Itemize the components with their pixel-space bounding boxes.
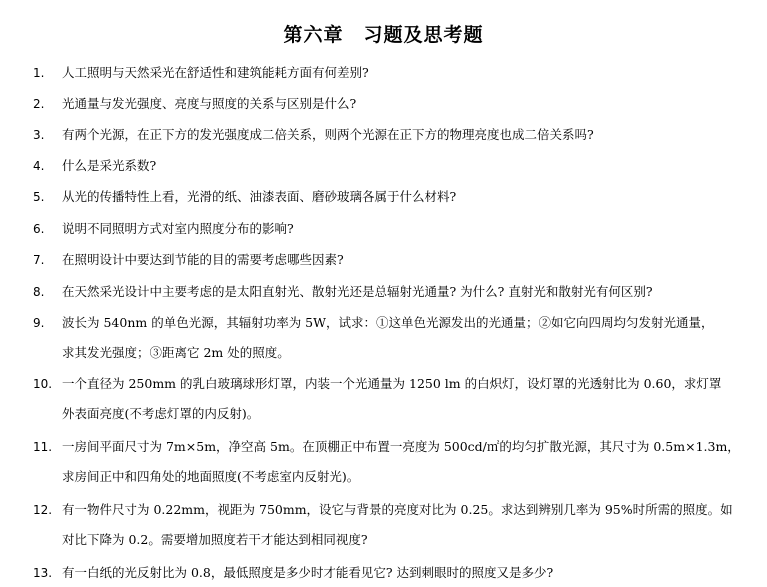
- question-text: 一房间平面尺寸为 7m×5m，净空高 5m。在顶棚正中布置一亮度为 500cd/㎡的均匀扩散光源，其尺寸为 0.5m×1.3m，: [62, 439, 740, 454]
- chapter-title: 第六章 习题及思考题: [283, 24, 484, 46]
- question-text: 人工照明与天然采光在舒适性和建筑能耗方面有何差别?: [62, 65, 369, 80]
- question-text: 从光的传播特性上看，光滑的纸、油漆表面、磨砂玻璃各属于什么材料?: [62, 189, 457, 204]
- question-number: 3.: [33, 128, 45, 142]
- question-number: 4.: [33, 159, 45, 173]
- question-number: 8.: [33, 285, 45, 299]
- question-text: 有一白纸的光反射比为 0.8，最低照度是多少时才能看见它? 达到刺眼时的照度又是多少?: [62, 565, 554, 580]
- question-text: 波长为 540nm 的单色光源，其辐射功率为 5W，试求：①这单色光源发出的光通量；②如它向四周均匀发射光通量，: [62, 315, 714, 330]
- question-text: 在天然采光设计中主要考虑的是太阳直射光、散射光还是总辐射光通量? 为什么? 直射光和散射光有何区别?: [62, 284, 653, 299]
- question-number: 1.: [33, 66, 45, 80]
- question-text: 有两个光源，在正下方的发光强度成二倍关系，则两个光源在正下方的物理亮度也成二倍关系吗?: [62, 127, 594, 142]
- question-text-continued: 求房间正中和四角处的地面照度(不考虑室内反射光)。: [62, 469, 360, 484]
- question-text: 有一物件尺寸为 0.22mm，视距为 750mm，设它与背景的亮度对比为 0.25。求达到辨别几率为 95%时所需的照度。如: [62, 502, 733, 517]
- question-text: 光通量与发光强度、亮度与照度的关系与区别是什么?: [62, 96, 357, 111]
- question-number: 10.: [33, 377, 53, 391]
- question-number: 7.: [33, 253, 45, 267]
- question-text: 一个直径为 250mm 的乳白玻璃球形灯罩，内装一个光通量为 1250 lm 的白炽灯，设灯罩的光透射比为 0.60，求灯罩: [62, 376, 722, 391]
- question-text-continued: 外表面亮度(不考虑灯罩的内反射)。: [62, 406, 260, 421]
- question-text: 在照明设计中要达到节能的目的需要考虑哪些因素?: [62, 252, 344, 267]
- question-number: 6.: [33, 222, 45, 236]
- question-text-continued: 求其发光强度；③距离它 2m 处的照度。: [62, 345, 290, 360]
- question-number: 13.: [33, 566, 53, 580]
- question-number: 5.: [33, 190, 45, 204]
- question-number: 2.: [33, 97, 45, 111]
- question-number: 11.: [33, 440, 53, 454]
- question-number: 12.: [33, 503, 53, 517]
- question-text: 什么是采光系数?: [62, 158, 157, 173]
- question-text: 说明不同照明方式对室内照度分布的影响?: [62, 221, 294, 236]
- question-number: 9.: [33, 316, 45, 330]
- question-text-continued: 对比下降为 0.2。需要增加照度若干才能达到相同视度?: [62, 532, 368, 547]
